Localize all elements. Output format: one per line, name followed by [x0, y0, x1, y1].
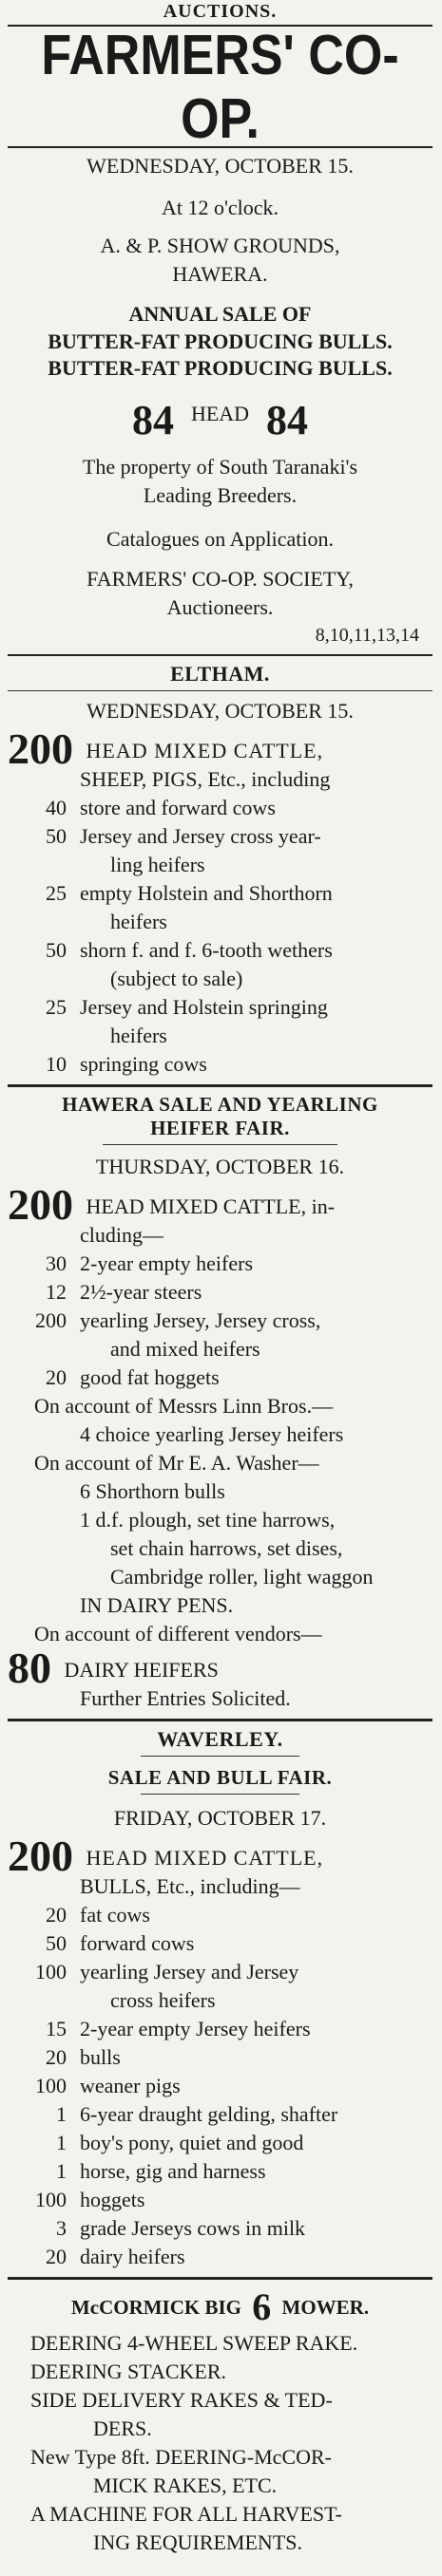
eltham-item-count: 10: [46, 1052, 67, 1076]
account-linn: On account of Messrs Linn Bros.—: [34, 1394, 334, 1418]
catalogues-line: Catalogues on Application.: [106, 527, 334, 551]
property-line-2: Leading Breeders.: [143, 483, 298, 507]
waverley-item-continuation: cross heifers: [110, 1988, 216, 2012]
eltham-item: [8, 936, 432, 965]
hawera-item-continuation: and mixed heifers: [110, 1337, 260, 1361]
divider: [8, 1084, 432, 1087]
hawera-lead-2: cluding—: [80, 1223, 163, 1247]
eltham-title: ELTHAM.: [170, 662, 270, 686]
eltham-item-continuation: heifers: [110, 1024, 167, 1047]
mccormick-line-8: ING REQUIREMENTS.: [93, 2530, 302, 2554]
divider: [8, 1719, 432, 1721]
waverley-item-count: 20: [46, 2245, 67, 2268]
hawera-lead: [8, 1180, 432, 1229]
account-washer-plough: 1 d.f. plough, set tine harrows,: [80, 1508, 336, 1532]
waverley-lead: [8, 1832, 432, 1880]
dairy-pens: IN DAIRY PENS.: [80, 1593, 234, 1617]
hawera-item-count: 20: [46, 1365, 67, 1389]
account-washer-roller: Cambridge roller, light waggon: [110, 1565, 374, 1589]
eltham-item-count: 50: [46, 938, 67, 962]
hawera-item-text: yearling Jersey, Jersey cross,: [80, 1308, 321, 1332]
eltham-item-continuation: (subject to sale): [110, 967, 243, 990]
auctions-header: [8, 0, 432, 23]
eltham-item-text: empty Holstein and Shorthorn: [80, 881, 333, 905]
mccormick-section: [8, 2285, 432, 2557]
divider: [8, 690, 432, 691]
waverley-section: [8, 1727, 432, 2271]
account-washer-harrows: set chain harrows, set dises,: [110, 1536, 343, 1560]
hawera-item: [8, 1278, 432, 1307]
head-count-left: 84: [131, 397, 174, 443]
waverley-item-text: 2-year empty Jersey heifers: [80, 2017, 311, 2040]
hawera-item-count: 30: [46, 1251, 67, 1275]
eltham-item: [8, 879, 432, 908]
waverley-title: WAVERLEY.: [157, 1727, 283, 1751]
waverley-item-count: 3: [56, 2216, 67, 2240]
mccormick-line-4: DERS.: [93, 2416, 152, 2440]
waverley-item-text: boy's pony, quiet and good: [80, 2131, 304, 2154]
waverley-item: [8, 2129, 432, 2157]
eltham-section: [8, 662, 432, 1079]
waverley-item-text: hoggets: [80, 2188, 145, 2211]
mccormick-line-2: DEERING STACKER.: [30, 2360, 227, 2383]
eltham-item-text: Jersey and Jersey cross year-: [80, 824, 321, 848]
waverley-item: [8, 2157, 432, 2186]
hawera-item-text: good fat hoggets: [80, 1365, 220, 1389]
waverley-item-count: 1: [56, 2102, 67, 2126]
waverley-item: [8, 1901, 432, 1929]
mccormick-title-number: 6: [252, 2285, 272, 2328]
time-line: At 12 o'clock.: [161, 196, 279, 219]
hawera-items: [8, 1250, 432, 1392]
hawera-date: THURSDAY, OCTOBER 16.: [95, 1155, 345, 1178]
venue-line-1: A. & P. SHOW GROUNDS,: [100, 234, 340, 257]
eltham-item-text: springing cows: [80, 1052, 207, 1076]
waverley-item-count: 100: [35, 2074, 67, 2097]
waverley-item: [8, 2072, 432, 2100]
auctioneers-line: Auctioneers.: [166, 595, 274, 619]
waverley-lead-text: HEAD MIXED CATTLE,: [86, 1846, 324, 1870]
waverley-item-text: weaner pigs: [80, 2074, 181, 2097]
waverley-item-text: grade Jerseys cows in milk: [80, 2216, 306, 2240]
date-line: WEDNESDAY, OCTOBER 15.: [86, 154, 354, 178]
mccormick-title-a: McCORMICK BIG: [70, 2296, 241, 2319]
head-word: HEAD: [190, 402, 250, 425]
farmers-coop-title: FARMERS' CO-OP.: [41, 24, 399, 151]
waverley-item: [8, 1958, 432, 1986]
account-washer: On account of Mr E. A. Washer—: [34, 1451, 319, 1475]
waverley-item-text: horse, gig and harness: [80, 2159, 266, 2183]
waverley-subtitle: SALE AND BULL FAIR.: [107, 1766, 333, 1789]
eltham-item: [8, 1050, 432, 1079]
waverley-item-text: yearling Jersey and Jersey: [80, 1960, 299, 1984]
mccormick-line-5: New Type 8ft. DEERING-McCOR-: [30, 2445, 333, 2469]
waverley-item: [8, 2100, 432, 2129]
waverley-item-count: 20: [46, 1903, 67, 1927]
dairy-heifers-count: 80: [8, 1644, 51, 1692]
eltham-lead-2: SHEEP, PIGS, Etc., including: [80, 767, 331, 791]
eltham-item-count: 40: [46, 796, 67, 819]
eltham-item-continuation: ling heifers: [110, 853, 205, 876]
waverley-item: [8, 2015, 432, 2043]
dairy-heifers-text: DAIRY HEIFERS: [64, 1658, 219, 1682]
eltham-item-continuation: heifers: [110, 910, 167, 933]
property-line-1: The property of South Taranaki's: [82, 455, 358, 479]
mccormick-line-7: A MACHINE FOR ALL HARVEST-: [30, 2502, 342, 2526]
hawera-lead-text: HEAD MIXED CATTLE, in-: [86, 1194, 336, 1218]
auctions-heading: AUCTIONS.: [163, 1, 278, 22]
hawera-item: [8, 1363, 432, 1392]
waverley-item: [8, 2243, 432, 2271]
mccormick-title: [8, 2285, 432, 2329]
eltham-item-text: store and forward cows: [80, 796, 276, 819]
eltham-item-count: 25: [46, 881, 67, 905]
waverley-item-count: 50: [46, 1931, 67, 1955]
eltham-item-text: Jersey and Holstein springing: [80, 995, 328, 1019]
waverley-item-text: bulls: [80, 2045, 121, 2069]
waverley-item-count: 1: [56, 2131, 67, 2154]
waverley-item: [8, 2043, 432, 2072]
account-washer-bulls: 6 Shorthorn bulls: [80, 1479, 225, 1503]
eltham-lead-text: HEAD MIXED CATTLE,: [86, 739, 324, 762]
account-vendors: On account of different vendors—: [34, 1622, 322, 1645]
hawera-item-count: 12: [46, 1280, 67, 1304]
hawera-head-count: 200: [8, 1180, 73, 1229]
eltham-item: [8, 822, 432, 851]
waverley-item-text: dairy heifers: [80, 2245, 185, 2268]
divider: [8, 654, 432, 656]
eltham-item: [8, 794, 432, 822]
bulls-line-1: BUTTER-FAT PRODUCING BULLS.: [48, 329, 393, 353]
waverley-item-text: fat cows: [80, 1903, 150, 1927]
hawera-item-text: 2-year empty heifers: [80, 1251, 254, 1275]
reference-numbers: 8,10,11,13,14: [315, 625, 419, 646]
mccormick-line-1: DEERING 4-WHEEL SWEEP RAKE.: [30, 2331, 358, 2355]
waverley-item: [8, 2186, 432, 2214]
mccormick-line-6: MICK RAKES, ETC.: [93, 2473, 278, 2497]
waverley-item-text: forward cows: [80, 1931, 195, 1955]
waverley-head-count: 200: [8, 1832, 73, 1880]
hawera-section: [8, 1093, 432, 1713]
waverley-lead-2: BULLS, Etc., including—: [80, 1874, 300, 1898]
waverley-items: [8, 1901, 432, 2271]
eltham-item-text: shorn f. and f. 6-tooth wethers: [80, 938, 333, 962]
waverley-date: FRIDAY, OCTOBER 17.: [113, 1806, 327, 1830]
account-linn-item: 4 choice yearling Jersey heifers: [80, 1422, 344, 1446]
mccormick-title-b: MOWER.: [281, 2296, 370, 2319]
waverley-item-count: 100: [35, 2188, 67, 2211]
waverley-item-count: 1: [56, 2159, 67, 2183]
eltham-item: [8, 993, 432, 1022]
waverley-item: [8, 2214, 432, 2243]
venue-line-2: HAWERA.: [172, 262, 268, 286]
mccormick-line-3: SIDE DELIVERY RAKES & TED-: [30, 2388, 333, 2412]
eltham-items: [8, 794, 432, 1079]
farmers-coop-section: [8, 24, 432, 649]
eltham-lead: [8, 724, 432, 773]
further-entries: Further Entries Solicited.: [80, 1686, 291, 1710]
eltham-item-count: 25: [46, 995, 67, 1019]
waverley-item-count: 100: [35, 1960, 67, 1984]
divider: [141, 1756, 299, 1757]
waverley-item: [8, 1929, 432, 1958]
hawera-item: [8, 1250, 432, 1278]
society-line: FARMERS' CO-OP. SOCIETY,: [86, 567, 354, 591]
head-count-line: [8, 391, 432, 453]
head-count-right: 84: [266, 397, 309, 443]
divider: [8, 2277, 432, 2280]
annual-sale-line: ANNUAL SALE OF: [128, 302, 312, 326]
hawera-title-2: HEIFER FAIR.: [150, 1117, 290, 1139]
waverley-item-text: 6-year draught gelding, shafter: [80, 2102, 338, 2126]
hawera-item-text: 2½-year steers: [80, 1280, 202, 1304]
eltham-date: WEDNESDAY, OCTOBER 15.: [86, 699, 354, 723]
hawera-title-1: HAWERA SALE AND YEARLING: [62, 1093, 378, 1116]
waverley-item-count: 15: [46, 2017, 67, 2040]
dairy-heifers-line: [8, 1644, 432, 1692]
eltham-head-count: 200: [8, 724, 73, 773]
hawera-item-count: 200: [35, 1308, 67, 1332]
divider: [141, 1794, 299, 1795]
bulls-line-2: BUTTER-FAT PRODUCING BULLS.: [48, 356, 393, 380]
waverley-item-count: 20: [46, 2045, 67, 2069]
eltham-item-count: 50: [46, 824, 67, 848]
hawera-item: [8, 1307, 432, 1335]
divider: [103, 1144, 337, 1145]
